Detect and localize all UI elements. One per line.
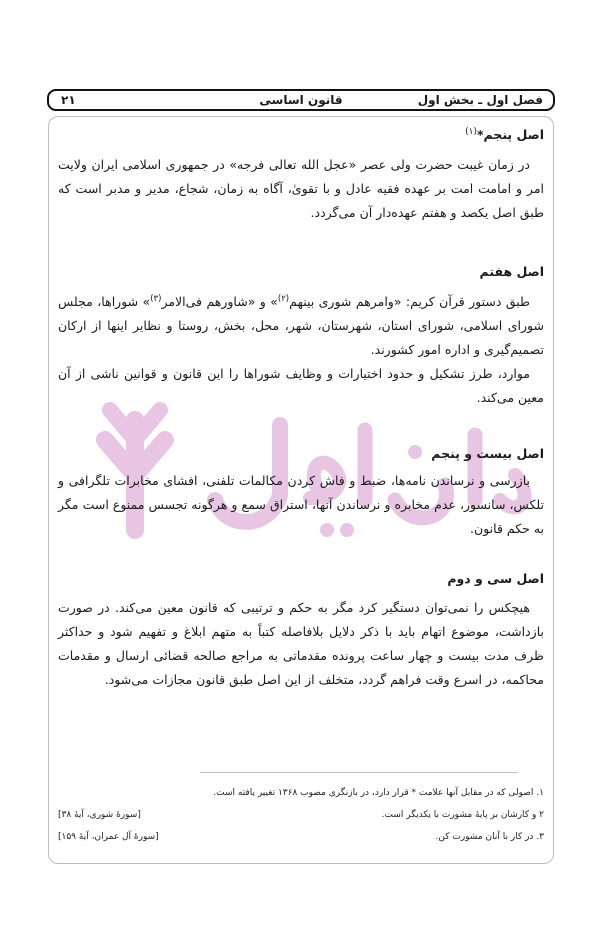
footnote-3: ۳. در کار با آنان مشورت کن. <box>435 832 544 842</box>
article-32-paragraph <box>58 596 544 692</box>
chapter-label: فصل اول ـ بخش اول <box>417 93 543 107</box>
article-title: اصل هفتم <box>479 264 544 279</box>
article-7-paragraph-1 <box>58 290 544 362</box>
paragraph-text: موارد، طرز تشکیل و حدود اختیارات و وظایف شوراها را این قانون و قوانین ناشی از آن معین می‌کند. <box>58 366 544 405</box>
footnote-2: ۲ و کارشان بر پایهٔ مشورت با یکدیگر است. <box>381 810 544 820</box>
article-7-paragraph-2 <box>58 362 544 410</box>
paragraph-text: در زمان غیبت حضرت ولی عصر «عجل الله تعالی فرجه» در جمهوری اسلامی ایران ولایت امر و امامت امت بر عهده فقیه عادل و با تقویٰ، آگاه به زمان، شجاع، مدیر و مدبر است که طبق اصل یکصد و هفتم عهده‌دار آن می‌گردد. <box>58 157 544 220</box>
article-heading-7 <box>480 264 544 279</box>
book-title: قانون اساسی <box>259 93 343 107</box>
paragraph-text: هیچکس را نمی‌توان دستگیر کرد مگر به حکم و ترتیبی که قانون معین می‌کند. در صورت بازداشت، موضوع اتهام باید با ذکر دلایل بلافاصله کتباً به متهم ابلاغ و تفهیم شود و حداکثر ظرف مدت بیست و چهار ساعت پرونده مقدماتی به مراجع صالحه قضائی ارسال و مقدمات محاکمه، در اسرع وقت فراهم گردد، متخلف از این اصل طبق قانون مجازات می‌شود. <box>58 600 544 687</box>
paragraph-text: » و «شاورهم فی‌الامر <box>161 294 278 309</box>
article-5-paragraph <box>58 153 544 225</box>
article-title: اصل بیست و پنجم <box>431 446 544 461</box>
footnote-marker: (۳) <box>150 293 162 304</box>
running-header <box>47 89 555 111</box>
footnote-divider <box>200 772 518 773</box>
page-number: ۲۱ <box>61 93 76 107</box>
article-title: اصل سی و دوم <box>447 571 544 586</box>
footnote-2-citation: [سورهٔ شوری، آیهٔ ۳۸] <box>58 810 141 820</box>
paragraph-text: » شوراها، مجلس شورای اسلامی، شورای استان، شهرستان، شهر، محل، بخش، روستا و نظایر اینها از ارکان تصمیم‌گیری و اداره امور کشورند. <box>58 294 544 357</box>
paragraph-text: طبق دستور قرآن کریم: «وامرهم شوری بینهم <box>289 294 530 309</box>
article-heading-25 <box>431 446 544 461</box>
footnote-1: ۱. اصولی که در مقابل آنها علامت * قرار دارد، در بازنگری مصوب ۱۳۶۸ تغییر یافته است. <box>213 788 544 798</box>
article-heading-32 <box>447 571 544 586</box>
article-25-paragraph <box>58 469 544 541</box>
article-heading-5 <box>465 127 544 142</box>
footnote-3-citation: [سورهٔ آل عمران، آیهٔ ۱۵۹] <box>58 832 159 842</box>
article-title: اصل پنجم* <box>476 127 544 143</box>
paragraph-text: بازرسی و نرساندن نامه‌ها، ضبط و فاش کردن مکالمات تلفنی، افشای مخابرات تلگرافی و تلکس، سانسور، عدم مخابره و نرساندن آنها، استراق سمع و هرگونه تجسس ممنوع است مگر به حکم قانون. <box>58 473 544 536</box>
footnote-marker: (۱) <box>465 127 477 137</box>
footnote-marker: (۲) <box>277 293 290 304</box>
